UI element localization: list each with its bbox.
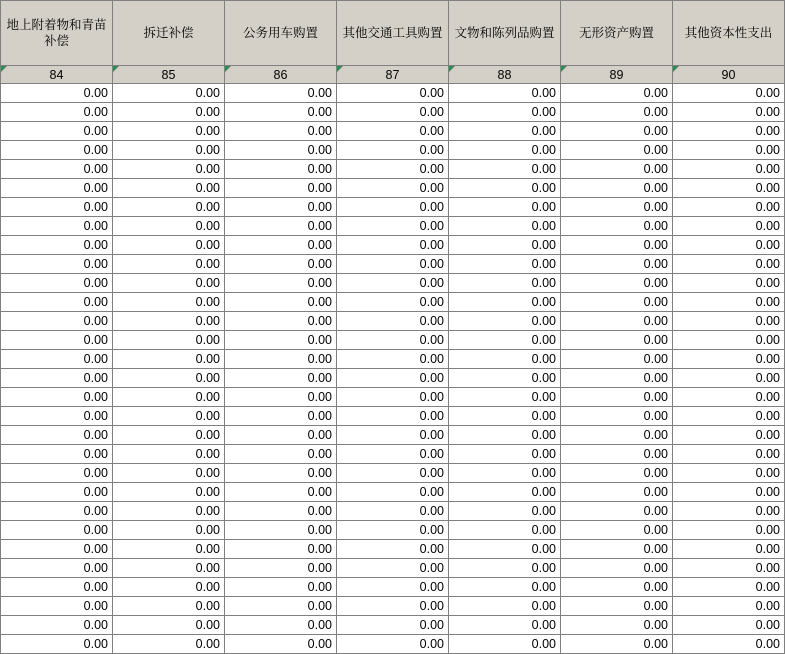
table-cell[interactable]: 0.00 [337, 179, 449, 198]
column-index-label: 89 [609, 67, 624, 82]
table-cell[interactable]: 0.00 [561, 103, 673, 122]
table-cell[interactable]: 0.00 [337, 122, 449, 141]
table-cell[interactable]: 0.00 [561, 255, 673, 274]
column-header-89[interactable]: 无形资产购置 [561, 1, 673, 66]
table-cell[interactable]: 0.00 [673, 445, 785, 464]
table-cell[interactable]: 0.00 [673, 179, 785, 198]
table-cell[interactable]: 0.00 [561, 483, 673, 502]
table-cell[interactable]: 0.00 [1, 312, 113, 331]
table-cell[interactable]: 0.00 [1, 388, 113, 407]
table-cell[interactable]: 0.00 [225, 122, 337, 141]
table-cell[interactable]: 0.00 [1, 84, 113, 103]
table-cell[interactable]: 0.00 [673, 578, 785, 597]
table-cell[interactable]: 0.00 [225, 559, 337, 578]
table-cell[interactable]: 0.00 [673, 483, 785, 502]
table-row [1, 179, 785, 198]
table-cell[interactable]: 0.00 [561, 521, 673, 540]
table-cell[interactable]: 0.00 [113, 616, 225, 635]
table-cell[interactable]: 0.00 [225, 540, 337, 559]
table-cell[interactable]: 0.00 [449, 198, 561, 217]
table-cell[interactable]: 0.00 [1, 122, 113, 141]
table-cell[interactable]: 0.00 [113, 331, 225, 350]
table-cell[interactable]: 0.00 [449, 331, 561, 350]
table-cell[interactable]: 0.00 [225, 521, 337, 540]
table-cell[interactable]: 0.00 [673, 635, 785, 654]
table-cell[interactable]: 0.00 [1, 578, 113, 597]
table-row [1, 84, 785, 103]
table-cell[interactable]: 0.00 [561, 331, 673, 350]
column-header-row [1, 1, 785, 66]
table-cell[interactable]: 0.00 [113, 578, 225, 597]
table-cell[interactable]: 0.00 [673, 312, 785, 331]
table-cell[interactable]: 0.00 [1, 559, 113, 578]
table-cell[interactable]: 0.00 [337, 521, 449, 540]
table-cell[interactable]: 0.00 [337, 369, 449, 388]
column-index-label: 90 [721, 67, 736, 82]
table-cell[interactable]: 0.00 [337, 141, 449, 160]
table-cell[interactable]: 0.00 [337, 483, 449, 502]
column-index-label: 86 [273, 67, 288, 82]
table-cell[interactable]: 0.00 [337, 407, 449, 426]
table-row [1, 426, 785, 445]
table-cell[interactable]: 0.00 [449, 464, 561, 483]
table-cell[interactable]: 0.00 [449, 274, 561, 293]
table-cell[interactable]: 0.00 [561, 312, 673, 331]
table-cell[interactable]: 0.00 [337, 578, 449, 597]
table-cell[interactable]: 0.00 [561, 141, 673, 160]
table-cell[interactable]: 0.00 [673, 407, 785, 426]
table-cell[interactable]: 0.00 [1, 103, 113, 122]
table-row [1, 407, 785, 426]
table-cell[interactable]: 0.00 [449, 350, 561, 369]
table-cell[interactable]: 0.00 [561, 635, 673, 654]
column-header-84[interactable]: 地上附着物和青苗补偿 [1, 1, 113, 66]
table-cell[interactable]: 0.00 [225, 407, 337, 426]
table-row [1, 559, 785, 578]
table-cell[interactable]: 0.00 [113, 160, 225, 179]
table-cell[interactable]: 0.00 [449, 483, 561, 502]
table-cell[interactable]: 0.00 [1, 521, 113, 540]
table-cell[interactable]: 0.00 [449, 84, 561, 103]
table-cell[interactable]: 0.00 [1, 369, 113, 388]
table-cell[interactable]: 0.00 [1, 236, 113, 255]
table-cell[interactable]: 0.00 [1, 198, 113, 217]
table-cell[interactable]: 0.00 [225, 312, 337, 331]
table-cell[interactable]: 0.00 [673, 597, 785, 616]
table-cell[interactable]: 0.00 [673, 141, 785, 160]
table-cell[interactable]: 0.00 [113, 198, 225, 217]
table-cell[interactable]: 0.00 [673, 160, 785, 179]
table-row [1, 445, 785, 464]
cell-marker-icon [1, 66, 7, 72]
table-cell[interactable]: 0.00 [673, 293, 785, 312]
table-cell[interactable]: 0.00 [561, 407, 673, 426]
table-cell[interactable]: 0.00 [561, 274, 673, 293]
table-row [1, 578, 785, 597]
table-cell[interactable]: 0.00 [449, 388, 561, 407]
table-row [1, 217, 785, 236]
table-cell[interactable]: 0.00 [337, 103, 449, 122]
table-cell[interactable]: 0.00 [225, 160, 337, 179]
table-row [1, 331, 785, 350]
table-cell[interactable]: 0.00 [113, 236, 225, 255]
table-cell[interactable]: 0.00 [113, 559, 225, 578]
table-cell[interactable]: 0.00 [1, 255, 113, 274]
table-cell[interactable]: 0.00 [673, 84, 785, 103]
table-cell[interactable]: 0.00 [113, 217, 225, 236]
column-index-84[interactable] [1, 66, 113, 84]
table-cell[interactable]: 0.00 [225, 388, 337, 407]
table-cell[interactable]: 0.00 [337, 616, 449, 635]
table-cell[interactable]: 0.00 [225, 198, 337, 217]
table-cell[interactable]: 0.00 [337, 160, 449, 179]
table-cell[interactable]: 0.00 [113, 464, 225, 483]
table-cell[interactable]: 0.00 [225, 483, 337, 502]
table-cell[interactable]: 0.00 [449, 635, 561, 654]
table-cell[interactable]: 0.00 [225, 502, 337, 521]
table-cell[interactable]: 0.00 [449, 122, 561, 141]
table-cell[interactable]: 0.00 [1, 635, 113, 654]
table-row [1, 616, 785, 635]
table-cell[interactable]: 0.00 [561, 578, 673, 597]
table-cell[interactable]: 0.00 [113, 426, 225, 445]
table-cell[interactable]: 0.00 [673, 198, 785, 217]
table-cell[interactable]: 0.00 [337, 635, 449, 654]
column-index-label: 84 [49, 67, 64, 82]
table-cell[interactable]: 0.00 [449, 103, 561, 122]
table-cell[interactable]: 0.00 [449, 217, 561, 236]
table-cell[interactable]: 0.00 [1, 464, 113, 483]
table-cell[interactable]: 0.00 [673, 616, 785, 635]
column-index-label: 85 [161, 67, 176, 82]
table-cell[interactable]: 0.00 [337, 293, 449, 312]
table-row [1, 369, 785, 388]
table-cell[interactable]: 0.00 [113, 84, 225, 103]
table-cell[interactable]: 0.00 [113, 312, 225, 331]
table-cell[interactable]: 0.00 [225, 597, 337, 616]
table-cell[interactable]: 0.00 [113, 445, 225, 464]
table-cell[interactable]: 0.00 [449, 502, 561, 521]
table-cell[interactable]: 0.00 [337, 350, 449, 369]
table-cell[interactable]: 0.00 [561, 198, 673, 217]
table-cell[interactable]: 0.00 [225, 179, 337, 198]
table-cell[interactable]: 0.00 [561, 426, 673, 445]
table-cell[interactable]: 0.00 [113, 179, 225, 198]
table-cell[interactable]: 0.00 [673, 274, 785, 293]
column-index-89[interactable] [561, 66, 673, 84]
table-cell[interactable]: 0.00 [673, 122, 785, 141]
table-row [1, 464, 785, 483]
table-cell[interactable]: 0.00 [337, 559, 449, 578]
table-cell[interactable]: 0.00 [561, 217, 673, 236]
table-cell[interactable]: 0.00 [337, 331, 449, 350]
table-cell[interactable]: 0.00 [449, 540, 561, 559]
table-cell[interactable]: 0.00 [113, 407, 225, 426]
table-cell[interactable]: 0.00 [673, 521, 785, 540]
table-cell[interactable]: 0.00 [673, 502, 785, 521]
table-cell[interactable]: 0.00 [225, 255, 337, 274]
table-row [1, 540, 785, 559]
cell-marker-icon [449, 66, 455, 72]
table-cell[interactable]: 0.00 [673, 103, 785, 122]
table-cell[interactable]: 0.00 [337, 84, 449, 103]
table-cell[interactable]: 0.00 [561, 369, 673, 388]
table-cell[interactable]: 0.00 [561, 388, 673, 407]
column-header-86[interactable]: 公务用车购置 [225, 1, 337, 66]
table-cell[interactable]: 0.00 [337, 388, 449, 407]
table-row [1, 597, 785, 616]
table-cell[interactable]: 0.00 [225, 616, 337, 635]
table-cell[interactable]: 0.00 [673, 559, 785, 578]
table-cell[interactable]: 0.00 [337, 274, 449, 293]
table-cell[interactable]: 0.00 [1, 293, 113, 312]
table-row [1, 198, 785, 217]
table-cell[interactable]: 0.00 [673, 331, 785, 350]
table-cell[interactable]: 0.00 [337, 426, 449, 445]
table-cell[interactable]: 0.00 [1, 217, 113, 236]
table-cell[interactable]: 0.00 [225, 236, 337, 255]
table-cell[interactable]: 0.00 [337, 217, 449, 236]
column-index-88[interactable] [449, 66, 561, 84]
table-row [1, 635, 785, 654]
column-header-87[interactable]: 其他交通工具购置 [337, 1, 449, 66]
table-cell[interactable]: 0.00 [113, 502, 225, 521]
cell-marker-icon [225, 66, 231, 72]
table-cell[interactable]: 0.00 [449, 312, 561, 331]
table-cell[interactable]: 0.00 [225, 274, 337, 293]
column-header-88[interactable]: 文物和陈列品购置 [449, 1, 561, 66]
table-cell[interactable]: 0.00 [449, 521, 561, 540]
table-cell[interactable]: 0.00 [1, 179, 113, 198]
table-cell[interactable]: 0.00 [561, 236, 673, 255]
cell-marker-icon [561, 66, 567, 72]
table-cell[interactable]: 0.00 [113, 369, 225, 388]
table-cell[interactable]: 0.00 [449, 179, 561, 198]
table-cell[interactable]: 0.00 [337, 464, 449, 483]
table-cell[interactable]: 0.00 [225, 635, 337, 654]
table-cell[interactable]: 0.00 [1, 141, 113, 160]
table-row [1, 502, 785, 521]
table-cell[interactable]: 0.00 [561, 445, 673, 464]
table-cell[interactable]: 0.00 [225, 293, 337, 312]
table-cell[interactable]: 0.00 [1, 540, 113, 559]
table-cell[interactable]: 0.00 [337, 540, 449, 559]
table-cell[interactable]: 0.00 [561, 84, 673, 103]
table-cell[interactable]: 0.00 [337, 255, 449, 274]
table-cell[interactable]: 0.00 [113, 274, 225, 293]
table-cell[interactable]: 0.00 [225, 141, 337, 160]
table-cell[interactable]: 0.00 [1, 407, 113, 426]
table-cell[interactable]: 0.00 [449, 559, 561, 578]
table-cell[interactable]: 0.00 [1, 426, 113, 445]
table-cell[interactable]: 0.00 [449, 426, 561, 445]
table-cell[interactable]: 0.00 [561, 616, 673, 635]
cell-marker-icon [337, 66, 343, 72]
table-cell[interactable]: 0.00 [561, 559, 673, 578]
table-row [1, 122, 785, 141]
table-cell[interactable]: 0.00 [337, 198, 449, 217]
table-cell[interactable]: 0.00 [449, 616, 561, 635]
table-cell[interactable]: 0.00 [1, 616, 113, 635]
table-row [1, 103, 785, 122]
column-index-87[interactable] [337, 66, 449, 84]
table-cell[interactable]: 0.00 [449, 141, 561, 160]
table-cell[interactable]: 0.00 [561, 350, 673, 369]
table-cell[interactable]: 0.00 [225, 84, 337, 103]
table-cell[interactable]: 0.00 [1, 331, 113, 350]
table-cell[interactable]: 0.00 [449, 578, 561, 597]
column-index-label: 88 [497, 67, 512, 82]
table-cell[interactable]: 0.00 [337, 597, 449, 616]
table-cell[interactable]: 0.00 [673, 464, 785, 483]
table-cell[interactable]: 0.00 [561, 597, 673, 616]
table-cell[interactable]: 0.00 [113, 388, 225, 407]
table-row [1, 521, 785, 540]
cell-marker-icon [673, 66, 679, 72]
table-cell[interactable]: 0.00 [113, 255, 225, 274]
column-header-85[interactable]: 拆迁补偿 [113, 1, 225, 66]
table-cell[interactable]: 0.00 [561, 293, 673, 312]
table-cell[interactable]: 0.00 [673, 426, 785, 445]
table-cell[interactable]: 0.00 [1, 274, 113, 293]
table-cell[interactable]: 0.00 [113, 141, 225, 160]
table-cell[interactable]: 0.00 [1, 483, 113, 502]
table-cell[interactable]: 0.00 [225, 331, 337, 350]
table-cell[interactable]: 0.00 [337, 236, 449, 255]
table-cell[interactable]: 0.00 [337, 502, 449, 521]
table-cell[interactable]: 0.00 [1, 597, 113, 616]
column-index-86[interactable] [225, 66, 337, 84]
table-row [1, 160, 785, 179]
table-cell[interactable]: 0.00 [113, 597, 225, 616]
column-index-90[interactable] [673, 66, 785, 84]
table-cell[interactable]: 0.00 [673, 350, 785, 369]
table-cell[interactable]: 0.00 [113, 635, 225, 654]
table-cell[interactable]: 0.00 [1, 445, 113, 464]
table-row [1, 274, 785, 293]
table-cell[interactable]: 0.00 [225, 445, 337, 464]
table-cell[interactable]: 0.00 [673, 540, 785, 559]
table-cell[interactable]: 0.00 [561, 179, 673, 198]
column-index-label: 87 [385, 67, 400, 82]
column-index-85[interactable] [113, 66, 225, 84]
table-cell[interactable]: 0.00 [561, 540, 673, 559]
table-cell[interactable]: 0.00 [113, 540, 225, 559]
table-cell[interactable]: 0.00 [1, 160, 113, 179]
table-cell[interactable]: 0.00 [449, 407, 561, 426]
table-body [1, 84, 785, 654]
table-cell[interactable]: 0.00 [673, 369, 785, 388]
table-cell[interactable]: 0.00 [673, 217, 785, 236]
table-cell[interactable]: 0.00 [225, 369, 337, 388]
table-row [1, 141, 785, 160]
table-cell[interactable]: 0.00 [225, 464, 337, 483]
table-cell[interactable]: 0.00 [113, 350, 225, 369]
table-cell[interactable]: 0.00 [561, 122, 673, 141]
table-cell[interactable]: 0.00 [225, 426, 337, 445]
column-index-row [1, 66, 785, 84]
table-cell[interactable]: 0.00 [561, 160, 673, 179]
table-cell[interactable]: 0.00 [449, 597, 561, 616]
table-row [1, 483, 785, 502]
table-cell[interactable]: 0.00 [113, 483, 225, 502]
table-cell[interactable]: 0.00 [225, 578, 337, 597]
table-cell[interactable]: 0.00 [1, 502, 113, 521]
table-cell[interactable]: 0.00 [225, 103, 337, 122]
table-cell[interactable]: 0.00 [449, 255, 561, 274]
table-cell[interactable]: 0.00 [673, 388, 785, 407]
table-cell[interactable]: 0.00 [673, 236, 785, 255]
table-cell[interactable]: 0.00 [449, 236, 561, 255]
table-cell[interactable]: 0.00 [561, 464, 673, 483]
table-cell[interactable]: 0.00 [113, 521, 225, 540]
table-row [1, 236, 785, 255]
cell-marker-icon [113, 66, 119, 72]
table-cell[interactable]: 0.00 [113, 122, 225, 141]
table-cell[interactable]: 0.00 [113, 103, 225, 122]
table-cell[interactable]: 0.00 [449, 369, 561, 388]
table-cell[interactable]: 0.00 [561, 502, 673, 521]
column-header-90[interactable]: 其他资本性支出 [673, 1, 785, 66]
table-cell[interactable]: 0.00 [1, 350, 113, 369]
table-row [1, 255, 785, 274]
table-row [1, 388, 785, 407]
table-cell[interactable]: 0.00 [337, 445, 449, 464]
table-row [1, 293, 785, 312]
table-cell[interactable]: 0.00 [449, 293, 561, 312]
table-cell[interactable]: 0.00 [225, 217, 337, 236]
table-row [1, 350, 785, 369]
table-cell[interactable]: 0.00 [225, 350, 337, 369]
table-cell[interactable]: 0.00 [449, 445, 561, 464]
table-cell[interactable]: 0.00 [113, 293, 225, 312]
table-cell[interactable]: 0.00 [673, 255, 785, 274]
table-row [1, 312, 785, 331]
table-cell[interactable]: 0.00 [337, 312, 449, 331]
table-cell[interactable]: 0.00 [449, 160, 561, 179]
